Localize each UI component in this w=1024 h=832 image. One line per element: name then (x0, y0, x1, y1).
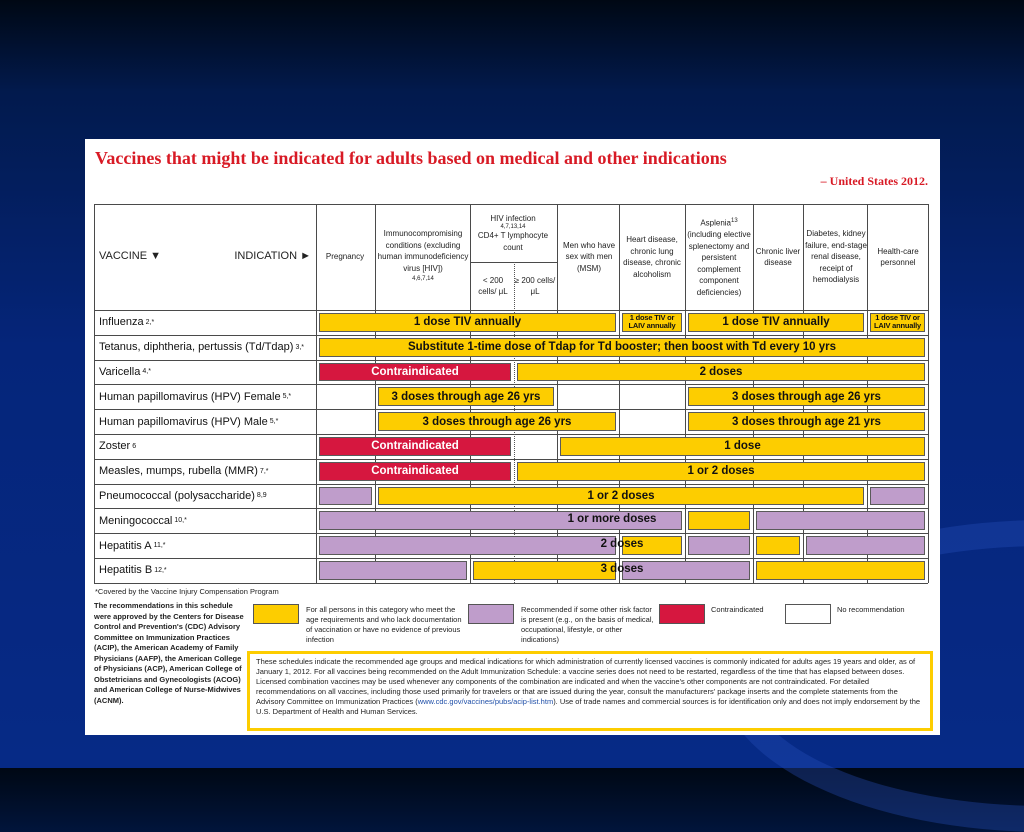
header-asplenia-rest: (including elective splenectomy and persistent complement component deficiencies) (687, 230, 751, 297)
vaccine-row-label (99, 533, 166, 558)
mening-doses-label: 1 or more doses (567, 513, 657, 526)
vaccine-row-label (99, 484, 267, 509)
header-immuno-text: Immunocompromising conditions (excluding human immunodeficiency virus [HIV]) (377, 229, 469, 273)
vaccine-footnote-ref: 8,9 (256, 492, 267, 500)
header-hiv-top: HIV infection (490, 213, 536, 223)
notes-text-b: ). Use of trade names and commercial sources is for identification only and does not imply endorsement by the U.S. Department of Health and Human Services. (256, 697, 921, 716)
header-hiv (471, 204, 555, 262)
bar-influenza-tiv-laiv-hcp: 1 dose TIV or LAIV annually (870, 313, 925, 332)
grid-line (928, 204, 929, 583)
bar-varicella-doses: 2 doses (517, 363, 925, 382)
bar-zoster-dose: 1 dose (560, 437, 925, 456)
bar-mening-purple-b (756, 511, 925, 530)
vaccine-name: Meningococcal (99, 514, 173, 527)
vaccine-row-label (99, 459, 268, 484)
bar-hepa-purple-c (806, 536, 925, 555)
vaccine-name: Varicella (99, 365, 141, 378)
header-hiv-low: < 200 cells/ μL (478, 275, 508, 296)
vaccine-row-label (99, 508, 187, 533)
bar-hpv-male-b: 3 doses through age 21 yrs (688, 412, 925, 431)
header-diabetes: Diabetes, kidney failure, end-stage renal disease, receipt of hemodialysis (805, 229, 867, 285)
header-hcp: Health-care personnel (877, 246, 919, 267)
vaccine-footnote-ref: 4,* (142, 368, 151, 376)
header-asplenia-title: Asplenia$^{13}$ (700, 217, 738, 228)
vaccine-name: Hepatitis A (99, 539, 152, 552)
bar-varicella-contraindicated: Contraindicated (319, 363, 511, 382)
header-indication-label: INDICATION ► (234, 250, 311, 263)
bar-hepa-purple-a (319, 536, 616, 555)
bar-hepa-yellow-b (756, 536, 800, 555)
schedule-panel (85, 139, 940, 735)
bar-hpv-male-a: 3 doses through age 26 yrs (378, 412, 616, 431)
bar-mmr-doses: 1 or 2 doses (517, 462, 925, 481)
header-hiv-high: ≥ 200 cells/μL (514, 275, 556, 296)
schedule-notes (247, 651, 933, 731)
bar-hpv-female-b: 3 doses through age 26 yrs (688, 387, 925, 406)
vaccine-footnote-ref: 3,* (295, 343, 304, 351)
vaccine-row-label (99, 558, 167, 583)
vaccine-row-label (99, 360, 151, 385)
vaccine-row-label (99, 310, 154, 335)
legend-swatch-yellow (253, 604, 299, 624)
bar-hepa-purple-b (688, 536, 750, 555)
bar-influenza-tiv-laiv: 1 dose TIV or LAIV annually (622, 313, 682, 332)
legend-swatch-white (785, 604, 831, 624)
bar-mmr-contraindicated: Contraindicated (319, 462, 511, 481)
vaccine-name: Tetanus, diphtheria, pertussis (Td/Tdap) (99, 341, 294, 354)
vaccine-name: Human papillomavirus (HPV) Male (99, 415, 268, 428)
vaccine-footnote-ref: 2,* (145, 318, 155, 326)
legend-text-white: No recommendation (837, 605, 905, 614)
legend-swatch-red (659, 604, 705, 624)
vaccine-footnote-ref: 7,* (259, 467, 269, 475)
header-pregnancy: Pregnancy (325, 252, 365, 262)
vaccine-footnote-ref: 11,* (153, 542, 166, 550)
header-hiv-sup: 4,7,13,14 (500, 224, 526, 231)
bar-influenza-tiv: 1 dose TIV annually (319, 313, 616, 332)
vaccine-footnote-ref: 5,* (282, 393, 292, 401)
vaccine-name: Influenza (99, 316, 144, 329)
vaccine-name: Human papillomavirus (HPV) Female (99, 390, 281, 403)
bar-pneumo-doses: 1 or 2 doses (378, 487, 864, 506)
bar-zoster-contraindicated: Contraindicated (319, 437, 511, 456)
header-heart: Heart disease, chronic lung disease, chronic alcoholism (623, 235, 681, 279)
legend-swatch-purple (468, 604, 514, 624)
hepa-doses-label: 2 doses (600, 538, 644, 551)
header-immunocompromising (377, 204, 469, 310)
vaccine-name: Zoster (99, 440, 131, 453)
vaccine-row-label (99, 384, 291, 409)
vaccine-footnote-ref: 10,* (174, 517, 187, 525)
acip-link[interactable]: www.cdc.gov/vaccines/pubs/acip-list.htm (417, 697, 554, 706)
header-hiv-sub: CD4+ T lymphocyte count (477, 231, 549, 252)
vaccine-name: Hepatitis B (99, 564, 153, 577)
hepb-doses-label: 3 doses (600, 563, 644, 575)
header-msm: Men who have sex with men (MSM) (562, 240, 616, 273)
bar-pneumo-purple-a (319, 487, 372, 506)
grid-line (94, 204, 95, 583)
page-subtitle: – United States 2012. (820, 174, 928, 188)
vaccine-row-label (99, 434, 136, 459)
legend-text-purple: Recommended if some other risk factor is present (e.g., on the basis of medical, occupational, lifestyle, or other indications) (521, 605, 654, 644)
grid-line (94, 583, 928, 584)
bar-hpv-female-a: 3 doses through age 26 yrs (378, 387, 554, 406)
footnote: *Covered by the Vaccine Injury Compensation Program (95, 587, 279, 596)
notes-text-a: These schedules indicate the recommended age groups and medical indications for which administration of currently licensed vaccines is commonly indicated for adults ages 19 years and older, as of January 1, 2012. For all vaccines being recommended on the Adult Immunization Schedule: a vaccine series does not need to be restarted, regardless of the time that has elapsed between doses. Licensed combination vaccines may be used whenever any components of the combination are indicated and when the vaccine's other components are not contraindicated. For detailed recommendations on all vaccines, including those used primarily for travelers or that are issued during the year, consult the manufacturers' package inserts and the complete statements from the Advisory Committee on Immunization Practices ( (256, 657, 916, 706)
grid-line (316, 204, 317, 583)
legend-text-red: Contraindicated (711, 605, 764, 614)
header-asplenia (686, 204, 752, 310)
legend-text-yellow: For all persons in this category who meet the age requirements and who lack documentation of vaccination or have no evidence of previous infection (306, 605, 462, 644)
header-vaccine-label: VACCINE ▼ (99, 250, 162, 263)
vaccine-footnote-ref: 5,* (269, 418, 279, 426)
bar-pneumo-purple-b (870, 487, 925, 506)
vaccine-name: Measles, mumps, rubella (MMR) (99, 465, 258, 478)
header-immuno-sup: 4,6,7,14 (412, 276, 434, 283)
vaccine-row-label (99, 409, 278, 434)
bar-influenza-tiv-2: 1 dose TIV annually (688, 313, 864, 332)
vaccine-footnote-ref: 12,* (154, 566, 167, 574)
page-title: Vaccines that might be indicated for adults based on medical and other indications (95, 148, 727, 168)
header-liver: Chronic liver disease (755, 246, 801, 267)
bar-mening-yellow (688, 511, 750, 530)
bar-hepb-purple-a (319, 561, 467, 580)
bar-tdap: Substitute 1-time dose of Tdap for Td booster; then boost with Td every 10 yrs (319, 338, 925, 357)
vaccine-row-label (99, 335, 304, 360)
bar-hepb-yellow-a (473, 561, 616, 580)
approval-statement: The recommendations in this schedule were approved by the Centers for Disease Control and Prevention's (CDC) Advisory Committee on Immunization Practices (ACIP), the American Academy of Family Physicians (AAFP), the American College of Physicians (ACP), American College of Obstetricians and Gynecologists (ACOG) and American College of Nurse-Midwives (ACNM). (94, 601, 244, 705)
vaccine-name: Pneumococcal (polysaccharide) (99, 489, 255, 502)
grid-line (685, 204, 686, 583)
vaccine-footnote-ref: 6 (132, 442, 137, 450)
bar-hepb-yellow-b (756, 561, 925, 580)
